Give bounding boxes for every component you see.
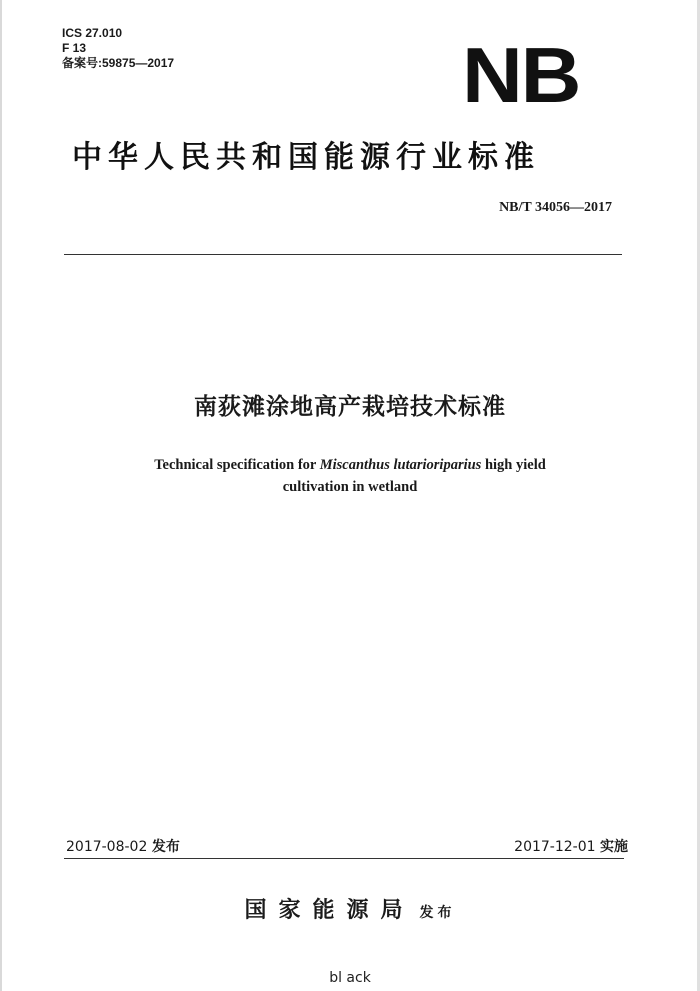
effective-date-block [514,836,628,856]
issue-date: 2017-08-02 [66,839,148,855]
ics-code: ICS 27.010 [62,26,123,40]
effective-label: 实施 [600,839,628,855]
ccs-code: F 13 [62,41,87,55]
effective-date: 2017-12-01 [514,839,596,855]
record-number: 备案号:59875—2017 [62,56,175,70]
issue-date-block [66,836,180,856]
industry-standard-title: 中华人民共和国能源行业标准 [72,140,540,175]
species-name: Miscanthus lutarioriparius [319,457,482,473]
nb-logo: NB [462,31,580,119]
issuer-name: 国家能源局 [244,897,415,923]
classification-block [62,26,174,71]
standard-number: NB/T 34056—2017 [499,200,612,215]
english-title-line-2: cultivation in wetland [282,479,418,495]
issuer-suffix: 发布 [419,905,456,921]
english-title-line-1 [0,454,700,476]
chinese-title: 南荻滩涂地高产栽培技术标准 [194,394,506,420]
english-title [0,454,700,498]
english-title-part-2: high yield [481,457,546,473]
issue-label: 发布 [151,839,180,855]
issuer-block [0,893,700,924]
footer-marker: bl ack [329,970,371,986]
english-title-part-1: Technical specification for [154,457,320,473]
bottom-divider [64,858,624,859]
top-divider [64,254,622,255]
